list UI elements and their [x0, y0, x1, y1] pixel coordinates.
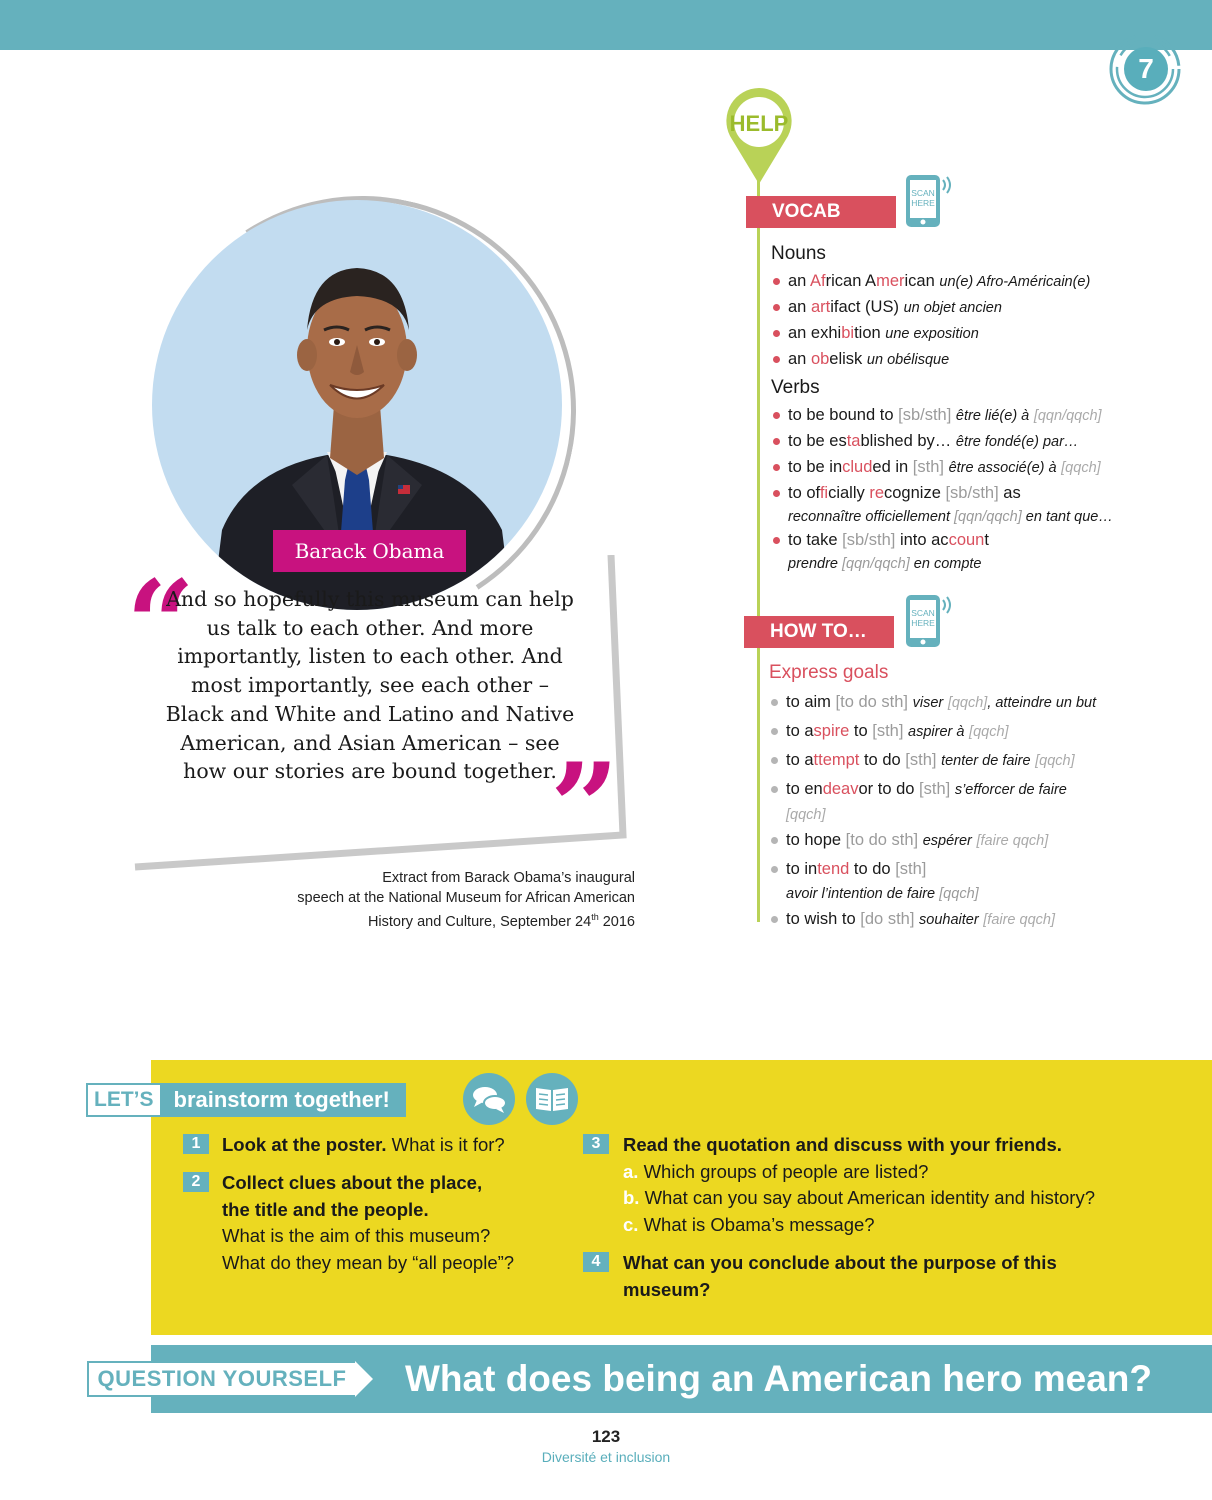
question-yourself-label: QUESTION YOURSELF	[87, 1361, 357, 1397]
howto-item: to aspire to [sth] aspirer à [qqch]	[769, 717, 1099, 746]
noun-item: an obelisk un obélisque	[771, 347, 1090, 373]
express-goals-title: Express goals	[769, 662, 889, 683]
verb-item: to officially recognize [sb/sth] as reconnaître officiellement [qqn/qqch] en tant que…	[771, 481, 1113, 528]
howto-item: to endeavor to do [sth] s’efforcer de faire [qqch]	[769, 775, 1099, 826]
help-timeline	[757, 180, 760, 922]
question-3: Read the quotation and discuss with your friends. a. Which groups of people are listed? b. What can you say about American identity and history? c. What is Obama’s message?	[623, 1134, 1096, 1235]
brainstorm-title: brainstorm together!	[162, 1083, 406, 1117]
vocab-verbs	[771, 377, 1113, 575]
question-yourself-text: What does being an American hero mean?	[405, 1358, 1152, 1399]
lets-label: LET’S	[86, 1083, 162, 1117]
scan-here-phone-icon[interactable]	[903, 174, 953, 230]
source-line-3: History and Culture, September 24th 2016	[367, 912, 635, 930]
quote-source	[235, 869, 635, 932]
verb-item: to be bound to [sb/sth] être lié(e) à [qqn/qqch]	[771, 403, 1113, 429]
question-2: Collect clues about the place, the title and the people. What is the aim of this museum? What do they mean by “all people”?	[222, 1172, 515, 1273]
page-number: 123	[591, 1427, 621, 1446]
top-band	[0, 0, 1212, 50]
vocab-nouns	[771, 243, 1090, 373]
svg-text:HELP: HELP	[729, 111, 789, 136]
verb-item: to be included in [sth] être associé(e) à [qqch]	[771, 455, 1113, 481]
close-quote-icon: ”	[550, 737, 620, 878]
question-4-number: 4	[583, 1252, 609, 1272]
verb-item: to be established by… être fondé(e) par…	[771, 429, 1113, 455]
verbs-title: Verbs	[771, 377, 820, 398]
question-1: Look at the poster. What is it for?	[222, 1134, 505, 1155]
open-quote-icon: “	[126, 554, 196, 695]
question-yourself-tag	[87, 1361, 375, 1397]
tag-arrow-icon	[355, 1361, 375, 1397]
howto-tag: HOW TO…	[744, 616, 894, 648]
svg-text:SCAN: SCAN	[911, 608, 935, 618]
svg-text:HERE: HERE	[911, 198, 935, 208]
unit-number: 7	[1124, 47, 1168, 91]
question-2-number: 2	[183, 1172, 209, 1192]
vocab-tag: VOCAB	[746, 196, 896, 228]
question-3-number: 3	[583, 1134, 609, 1154]
svg-text:SCAN: SCAN	[911, 188, 935, 198]
book-icon	[526, 1073, 578, 1125]
source-line-2: speech at the National Museum for African American	[297, 889, 635, 906]
howto-item: to intend to do [sth] avoir l’intention de faire [qqch]	[769, 855, 1099, 905]
brainstorm-tag	[86, 1083, 406, 1117]
quote-text: And so hopefully this museum can help us talk to each other. And more importantly, listen to each other. And most importantly, see each other – Black and White and Latino and Native American, and Asian American – see how our stories are bound together.	[165, 587, 575, 784]
svg-text:HERE: HERE	[911, 618, 935, 628]
noun-item: an African American un(e) Afro-Américain(e)	[771, 269, 1090, 295]
help-pin-icon	[722, 86, 796, 186]
source-line-1: Extract from Barack Obama’s inaugural	[382, 870, 635, 886]
question-1-number: 1	[183, 1134, 209, 1154]
howto-item: to hope [to do sth] espérer [faire qqch]	[769, 826, 1099, 855]
noun-item: an artifact (US) un objet ancien	[771, 295, 1090, 321]
howto-item: to aim [to do sth] viser [qqch], atteindre un but	[769, 688, 1099, 717]
noun-item: an exhibition une exposition	[771, 321, 1090, 347]
howto-item: to wish to [do sth] souhaiter [faire qqch]	[769, 905, 1099, 934]
nouns-title: Nouns	[771, 243, 826, 264]
verb-item: to take [sb/sth] into account prendre [qqn/qqch] en compte	[771, 528, 1113, 575]
discussion-icon	[463, 1073, 515, 1125]
name-tag: Barack Obama	[273, 530, 466, 572]
unit-badge	[1108, 32, 1182, 106]
howto-list	[769, 662, 1099, 934]
scan-here-phone-icon[interactable]	[903, 594, 953, 650]
question-4: What can you conclude about the purpose of this museum?	[623, 1252, 1057, 1300]
chapter-title: Diversité et inclusion	[541, 1449, 671, 1465]
howto-item: to attempt to do [sth] tenter de faire [qqch]	[769, 746, 1099, 775]
